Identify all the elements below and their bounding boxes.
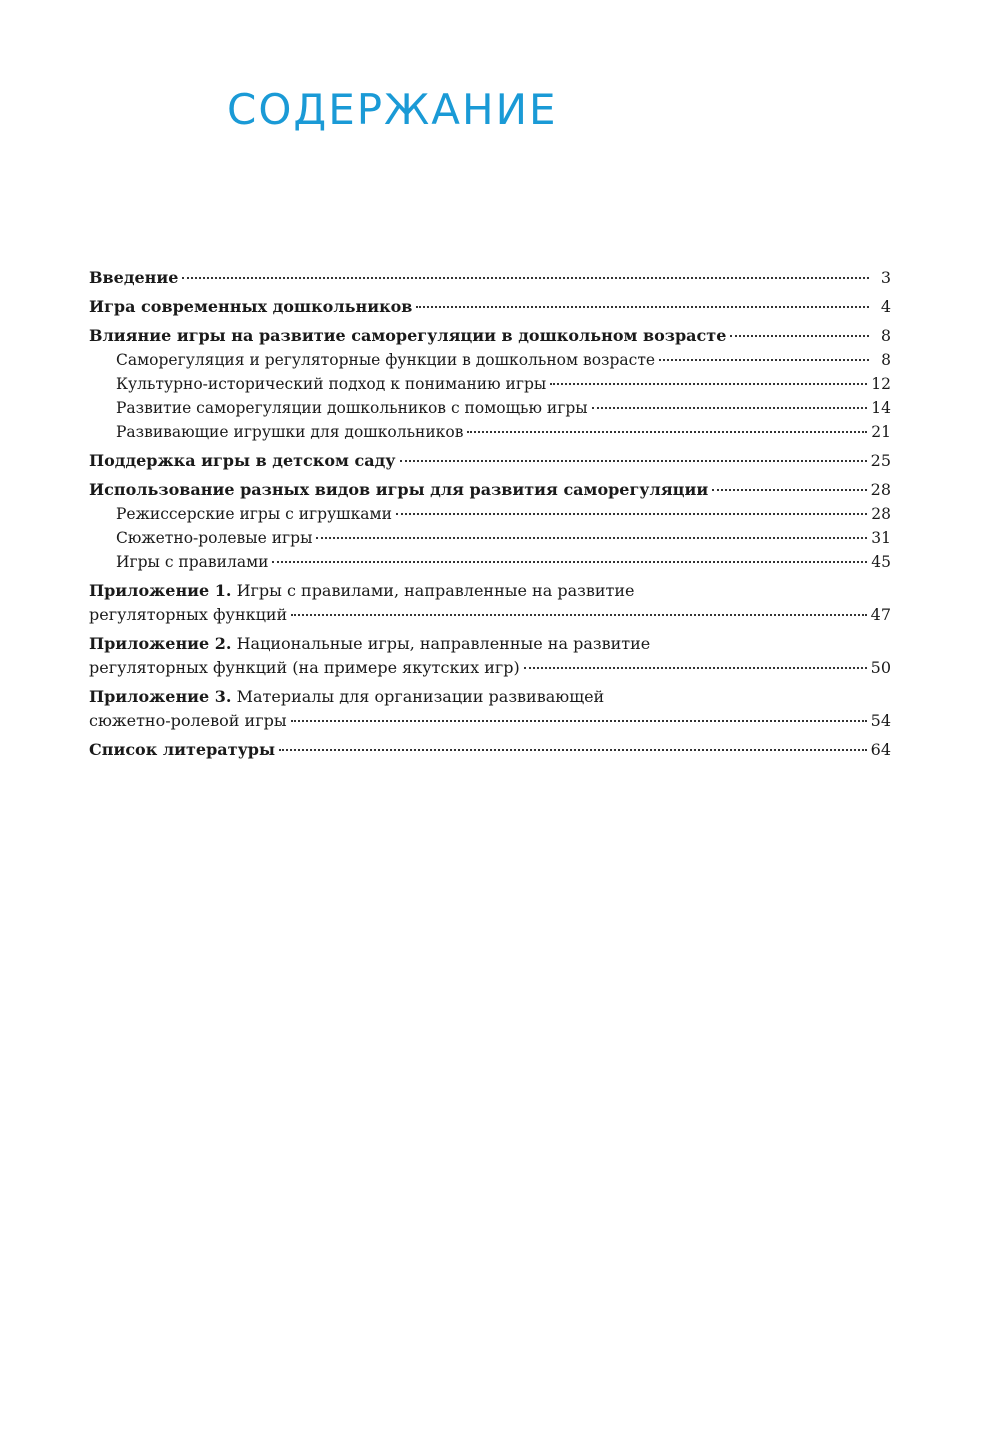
toc-subentry[interactable] [89, 396, 891, 420]
dot-leader [396, 513, 867, 515]
toc-subentry-page: 45 [871, 553, 891, 571]
dot-leader [550, 383, 867, 385]
toc-entry-title: Список литературы [89, 740, 276, 759]
toc-subentry-page: 28 [871, 505, 891, 523]
appendix-title-line2: регуляторных функций (на примере якутских игр) [89, 658, 520, 677]
dot-leader [712, 489, 866, 491]
toc-entry-page: 47 [870, 605, 891, 624]
dot-leader [400, 460, 867, 462]
toc-subentry-page: 8 [881, 351, 891, 369]
dot-leader [291, 720, 867, 722]
toc-subentry[interactable] [89, 348, 891, 372]
toc-subentry-title: Сюжетно-ролевые игры [116, 529, 313, 547]
toc-subentry-title: Развитие саморегуляции дошкольников с помощью игры [116, 399, 588, 417]
toc-entry[interactable] [89, 478, 891, 502]
dot-leader [279, 749, 867, 751]
dot-leader [416, 306, 869, 308]
toc-appendix-entry[interactable] [89, 685, 891, 733]
dot-leader [592, 407, 868, 409]
toc-entry[interactable] [89, 266, 891, 290]
dot-leader [291, 614, 866, 616]
toc-subentry-page: 14 [871, 399, 891, 417]
toc-entry[interactable] [89, 324, 891, 348]
dot-leader [467, 431, 867, 433]
toc-entry[interactable] [89, 738, 891, 762]
appendix-prefix: Приложение 3. [89, 687, 232, 706]
toc-subentry[interactable] [89, 502, 891, 526]
toc-entry-page: 28 [870, 480, 891, 499]
appendix-prefix: Приложение 1. [89, 581, 232, 600]
toc-subentry-title: Режиссерские игры с игрушками [116, 505, 392, 523]
appendix-title-line1: Национальные игры, направленные на развитие [236, 634, 651, 653]
dot-leader [272, 561, 867, 563]
toc-entry-title: Влияние игры на развитие саморегуляции в дошкольном возрасте [89, 326, 727, 345]
appendix-title-line2: регуляторных функций [89, 605, 288, 624]
toc-subentry-page: 31 [871, 529, 891, 547]
table-of-contents [89, 266, 891, 762]
toc-subentry-title: Саморегуляция и регуляторные функции в дошкольном возрасте [116, 351, 656, 369]
appendix-title-line1: Материалы для организации развивающей [236, 687, 605, 706]
toc-subentry-page: 12 [871, 375, 891, 393]
page-title: СОДЕРЖАНИЕ [227, 85, 558, 134]
toc-entry-page: 4 [880, 297, 891, 316]
toc-entry-title: Использование разных видов игры для развития саморегуляции [89, 480, 709, 499]
toc-entry-page: 64 [870, 740, 891, 759]
toc-entry-page: 8 [880, 326, 891, 345]
dot-leader [524, 667, 867, 669]
toc-entry-page: 25 [870, 451, 891, 470]
toc-entry-title: Поддержка игры в детском саду [89, 451, 396, 470]
toc-entry-title: Игра современных дошкольников [89, 297, 413, 316]
toc-appendix-entry[interactable] [89, 579, 891, 627]
toc-entry-title: Введение [89, 268, 179, 287]
toc-subentry[interactable] [89, 372, 891, 396]
dot-leader [316, 537, 867, 539]
appendix-prefix: Приложение 2. [89, 634, 232, 653]
appendix-title-line1: Игры с правилами, направленные на развитие [236, 581, 635, 600]
toc-subentry-title: Развивающие игрушки для дошкольников [116, 423, 464, 441]
toc-subentry[interactable] [89, 420, 891, 444]
toc-subentry[interactable] [89, 526, 891, 550]
appendix-title-line2: сюжетно-ролевой игры [89, 711, 287, 730]
dot-leader [730, 335, 869, 337]
toc-entry-page: 3 [880, 268, 891, 287]
toc-subentry-title: Культурно-исторический подход к пониманию игры [116, 375, 547, 393]
toc-entry[interactable] [89, 295, 891, 319]
toc-entry[interactable] [89, 449, 891, 473]
toc-subentry-page: 21 [871, 423, 891, 441]
toc-entry-page: 54 [870, 711, 891, 730]
toc-appendix-entry[interactable] [89, 632, 891, 680]
toc-subentry[interactable] [89, 550, 891, 574]
toc-subentry-title: Игры с правилами [116, 553, 269, 571]
dot-leader [659, 359, 869, 361]
dot-leader [182, 277, 869, 279]
toc-entry-page: 50 [870, 658, 891, 677]
